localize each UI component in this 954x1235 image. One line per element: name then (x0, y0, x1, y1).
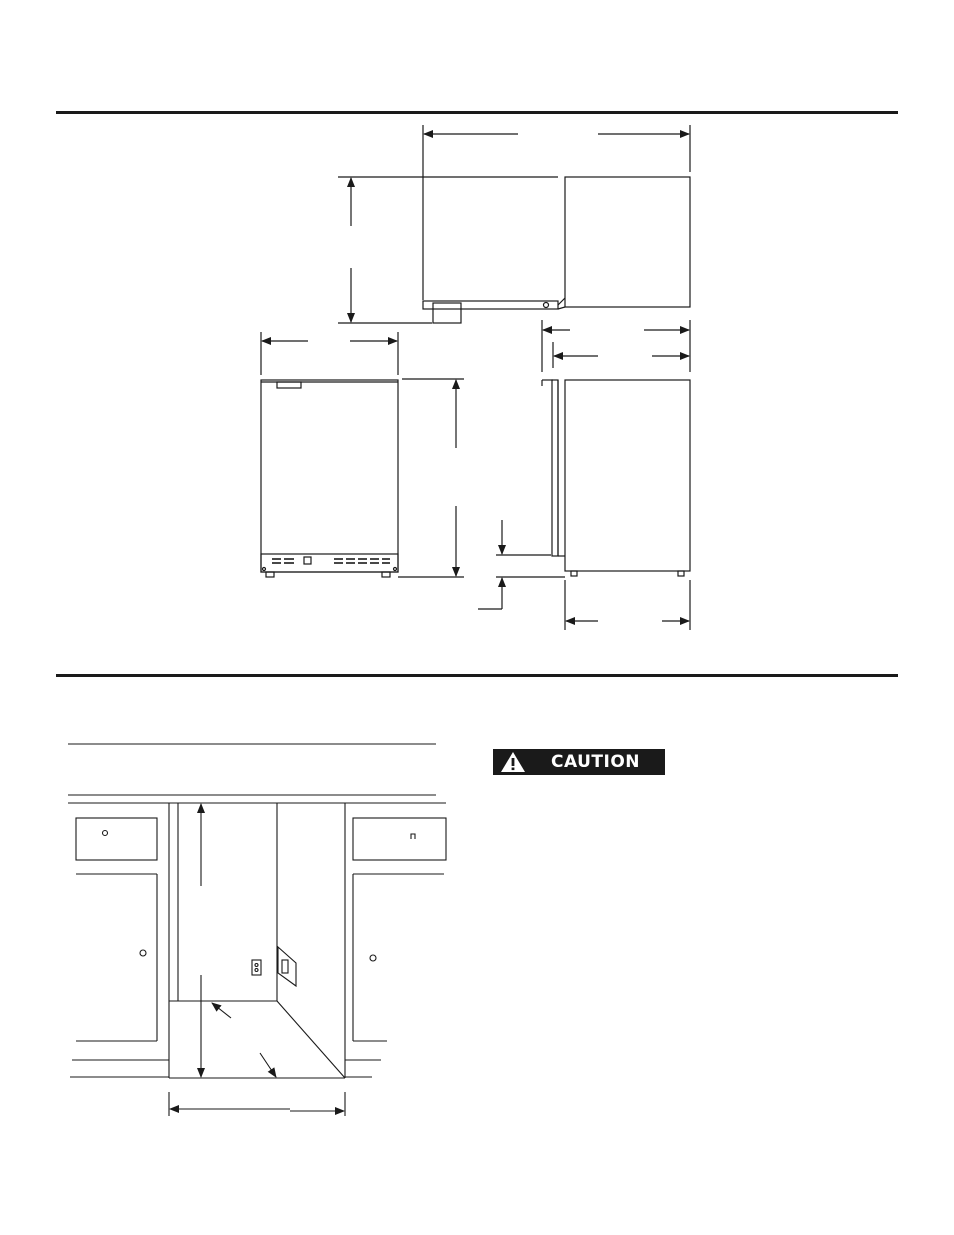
caution-label: CAUTION (551, 752, 641, 772)
warning-triangle-icon (493, 749, 533, 775)
caution-badge (493, 749, 665, 775)
right-cabinet (345, 818, 446, 1077)
back-wall-leader-arrow (260, 1053, 276, 1077)
electrical-outlet-icon (252, 960, 261, 975)
cutout-opening (169, 803, 345, 1078)
cutout-width-dimension (169, 1092, 345, 1116)
left-cabinet (70, 818, 169, 1077)
floor-leader-arrow (212, 1003, 231, 1018)
water-outlet-icon (278, 947, 296, 986)
